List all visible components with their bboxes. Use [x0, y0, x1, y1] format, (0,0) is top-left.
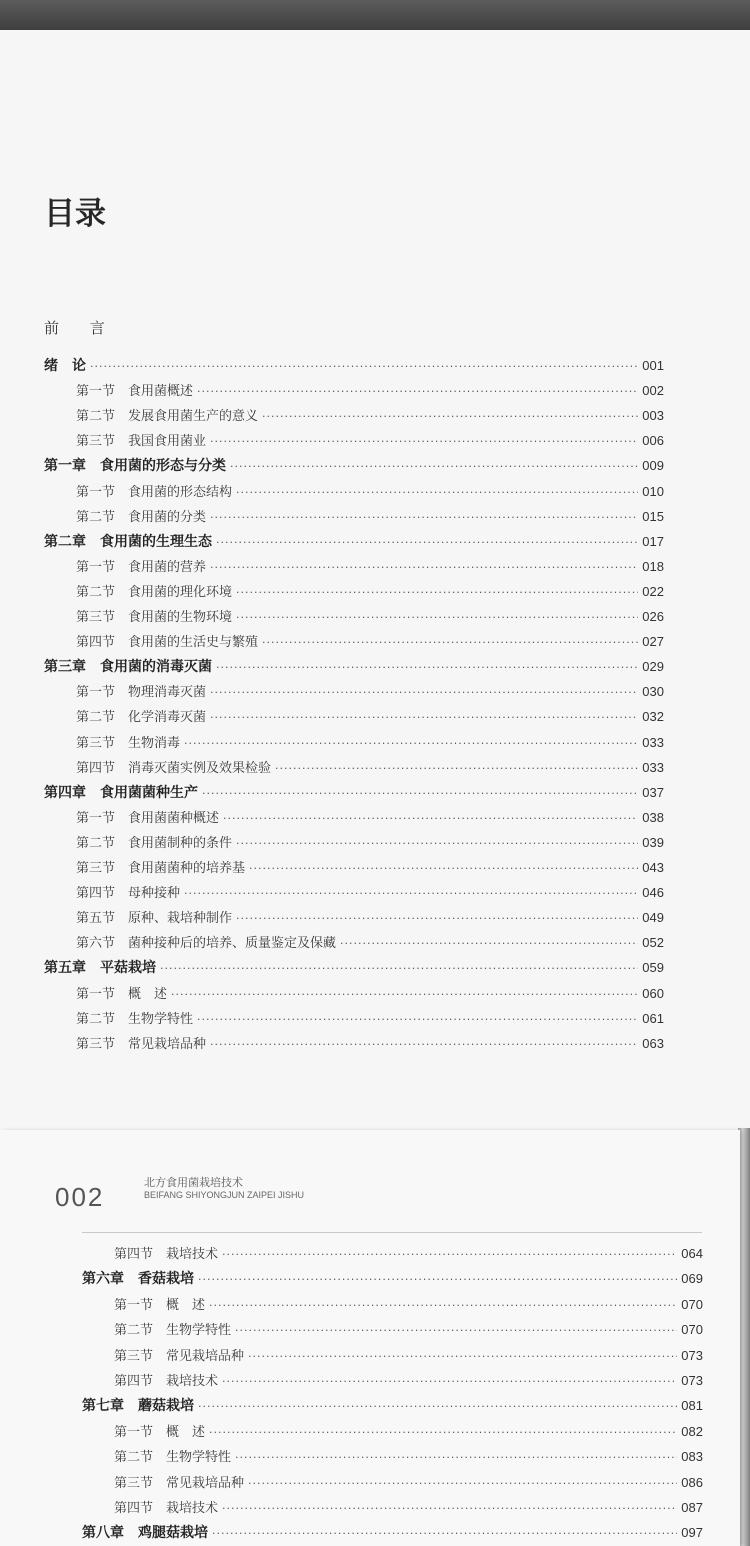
toc-entry-label: 第三节 常见栽培品种: [114, 1475, 245, 1491]
toc-entry-page-number: 082: [681, 1423, 703, 1439]
toc-entry-label: 第三节 食用菌的生物环境: [76, 610, 233, 625]
toc-entry-page-number: 086: [681, 1474, 703, 1490]
toc-entry-label: 第二节 食用菌制种的条件: [76, 835, 233, 851]
toc-section-entry[interactable]: [76, 405, 664, 427]
toc-entry-label: 第三节 食用菌菌种的培养基: [76, 861, 246, 876]
toc-entry-page-number: 064: [681, 1246, 703, 1261]
toc-title: 目录: [44, 196, 106, 232]
toc-entry-label: 第四节 消毒灭菌实例及效果检验: [76, 760, 272, 776]
header-rule: [82, 1232, 702, 1233]
dot-leader: [171, 984, 638, 1006]
toc-section-entry[interactable]: [76, 506, 664, 528]
toc-entry-page-number: 029: [642, 659, 664, 675]
dot-leader: [210, 557, 638, 579]
toc-entry-page-number: 083: [681, 1449, 703, 1465]
toc-section-entry[interactable]: [76, 983, 664, 1005]
toc-chapter-entry[interactable]: [44, 957, 664, 979]
toc-section-entry[interactable]: [76, 857, 664, 879]
toc-chapter-entry[interactable]: [82, 1268, 703, 1290]
dot-leader: [262, 406, 638, 428]
toc-entry-page-number: 081: [681, 1398, 703, 1414]
toc-section-entry[interactable]: [114, 1294, 703, 1316]
toc-entry-label: 绪 论: [44, 358, 86, 374]
toc-entry-label: 第二节 食用菌的分类: [76, 509, 207, 525]
toc-entry-label: 第一章 食用菌的形态与分类: [44, 458, 226, 475]
dot-leader: [249, 858, 638, 880]
toc-entry-label: 第六章 香菇栽培: [82, 1271, 194, 1288]
toc-entry-label: 第一节 食用菌的营养: [76, 559, 207, 575]
toc-entry-page-number: 026: [642, 609, 664, 624]
toc-section-entry[interactable]: [76, 631, 664, 653]
toc-section-entry[interactable]: [76, 606, 664, 628]
toc-section-entry[interactable]: [76, 556, 664, 578]
toc-chapter-entry[interactable]: [44, 531, 664, 553]
dot-leader: [235, 1320, 677, 1342]
toc-entry-label: 第三节 生物消毒: [76, 735, 181, 751]
toc-entry-label: 第二节 生物学特性: [114, 1323, 232, 1339]
toc-section-entry[interactable]: [76, 807, 664, 829]
toc-entry-page-number: 073: [681, 1347, 703, 1363]
preface-entry[interactable]: 前 言: [44, 319, 118, 337]
toc-chapter-entry[interactable]: [44, 455, 664, 477]
toc-entry-page-number: 010: [642, 483, 664, 499]
top-dark-bar: [0, 0, 750, 30]
dot-leader: [216, 532, 638, 554]
toc-section-entry[interactable]: [114, 1345, 703, 1367]
toc-chapter-entry[interactable]: [44, 656, 664, 678]
toc-section-entry[interactable]: [114, 1497, 703, 1519]
toc-entry-page-number: 070: [681, 1322, 703, 1338]
toc-section-entry[interactable]: [76, 430, 664, 452]
dot-leader: [212, 1523, 677, 1545]
page-number: 002: [55, 1182, 105, 1212]
toc-entry-page-number: 049: [642, 910, 664, 926]
toc-entry-page-number: 033: [642, 759, 664, 775]
toc-entry-page-number: 015: [642, 508, 664, 524]
toc-entry-page-number: 087: [681, 1500, 703, 1515]
toc-entry-page-number: 006: [642, 433, 664, 449]
book-title: 北方食用菌栽培技术: [144, 1176, 243, 1189]
toc-section-entry[interactable]: [76, 882, 664, 904]
toc-entry-label: 第三节 我国食用菌业: [76, 434, 207, 450]
toc-entry-label: 第二节 化学消毒灭菌: [76, 710, 207, 726]
toc-entry-label: 第一节 概 述: [114, 1424, 206, 1440]
toc-entry-label: 第一节 食用菌菌种概述: [76, 810, 220, 826]
dot-leader: [222, 1244, 677, 1266]
toc-entry-label: 第一节 概 述: [114, 1297, 206, 1313]
toc-section-entry[interactable]: [76, 380, 664, 402]
dot-leader: [236, 582, 638, 604]
toc-chapter-entry[interactable]: [44, 782, 664, 804]
toc-entry-page-number: 009: [642, 458, 664, 474]
dot-leader: [210, 507, 638, 529]
toc-entry-label: 第二节 生物学特性: [114, 1450, 232, 1466]
toc-entry-page-number: 027: [642, 634, 664, 650]
toc-entry-label: 第二节 生物学特性: [76, 1011, 194, 1027]
toc-entry-label: 第八章 鸡腿菇栽培: [82, 1525, 208, 1542]
toc-entry-page-number: 052: [642, 935, 664, 951]
toc-entry-page-number: 022: [642, 583, 664, 599]
dot-leader: [210, 1034, 638, 1056]
dot-leader: [248, 1346, 677, 1368]
toc-entry-page-number: 073: [681, 1373, 703, 1388]
dot-leader: [210, 707, 638, 729]
toc-entry-label: 第七章 蘑菇栽培: [82, 1398, 194, 1415]
toc-entry-page-number: 030: [642, 684, 664, 700]
dot-leader: [223, 808, 638, 830]
toc-entry-label: 第五节 原种、栽培种制作: [76, 911, 233, 927]
toc-entry-label: 第一节 食用菌概述: [76, 384, 194, 400]
toc-entry-page-number: 043: [642, 860, 664, 875]
dot-leader: [209, 1422, 677, 1444]
toc-chapter-entry[interactable]: [82, 1522, 703, 1544]
dot-leader: [184, 883, 638, 905]
toc-section-entry[interactable]: [76, 1008, 664, 1030]
toc-section-entry[interactable]: [76, 907, 664, 929]
dot-leader: [248, 1473, 677, 1495]
toc-entry-page-number: 060: [642, 985, 664, 1001]
book-title-pinyin: BEIFANG SHIYONGJUN ZAIPEI JISHU: [144, 1190, 305, 1200]
toc-entry-page-number: 001: [642, 358, 664, 373]
dot-leader: [197, 1009, 638, 1031]
toc-entry-page-number: 039: [642, 834, 664, 850]
toc-section-entry[interactable]: [76, 581, 664, 603]
dot-leader: [209, 1295, 677, 1317]
toc-entry-page-number: 059: [642, 960, 664, 976]
toc-section-entry[interactable]: [76, 706, 664, 728]
toc-entry-page-number: 018: [642, 558, 664, 574]
toc-section-entry[interactable]: [76, 481, 664, 503]
dot-leader: [235, 1447, 677, 1469]
toc-section-entry[interactable]: [114, 1421, 703, 1443]
toc-entry-label: 第四节 栽培技术: [114, 1501, 219, 1516]
toc-entry-label: 第三节 常见栽培品种: [114, 1348, 245, 1364]
toc-chapter-entry[interactable]: [44, 355, 664, 377]
toc-entry-label: 第一节 物理消毒灭菌: [76, 685, 207, 701]
toc-section-entry[interactable]: [114, 1446, 703, 1468]
toc-entry-label: 第三章 食用菌的消毒灭菌: [44, 659, 212, 676]
dot-leader: [236, 482, 638, 504]
toc-entry-label: 第二节 食用菌的理化环境: [76, 584, 233, 600]
dot-leader: [160, 958, 638, 980]
toc-entry-label: 第四节 食用菌的生活史与繁殖: [76, 635, 259, 651]
toc-entry-page-number: 061: [642, 1010, 664, 1026]
dot-leader: [202, 783, 638, 805]
toc-entry-label: 第三节 常见栽培品种: [76, 1036, 207, 1052]
toc-section-entry[interactable]: [76, 757, 664, 779]
dot-leader: [197, 381, 638, 403]
toc-section-entry[interactable]: [114, 1243, 703, 1265]
toc-entry-label: 第一节 食用菌的形态结构: [76, 484, 233, 500]
toc-section-entry[interactable]: [76, 681, 664, 703]
dot-leader: [236, 833, 638, 855]
dot-leader: [90, 356, 638, 378]
dot-leader: [262, 632, 638, 654]
toc-entry-page-number: 046: [642, 885, 664, 901]
toc-entry-label: 第四章 食用菌菌种生产: [44, 784, 198, 801]
dot-leader: [184, 733, 638, 755]
toc-entry-page-number: 063: [642, 1035, 664, 1051]
toc-entry-page-number: 097: [681, 1525, 703, 1541]
toc-entry-label: 第六节 菌种接种后的培养、质量鉴定及保藏: [76, 936, 337, 952]
toc-section-entry[interactable]: [76, 832, 664, 854]
toc-entry-label: 第二章 食用菌的生理生态: [44, 533, 212, 550]
toc-entry-page-number: 038: [642, 809, 664, 825]
toc-section-entry[interactable]: [76, 932, 664, 954]
toc-entry-page-number: 002: [642, 383, 664, 399]
toc-entry-page-number: 037: [642, 784, 664, 800]
toc-section-entry[interactable]: [114, 1472, 703, 1494]
toc-entry-label: 第二节 发展食用菌生产的意义: [76, 409, 259, 425]
toc-chapter-entry[interactable]: [82, 1395, 703, 1417]
toc-section-entry[interactable]: [76, 732, 664, 754]
toc-entry-label: 第四节 栽培技术: [114, 1247, 219, 1262]
toc-entry-label: 第四节 母种接种: [76, 886, 181, 902]
dot-leader: [198, 1396, 677, 1418]
dot-leader: [210, 682, 638, 704]
toc-entry-page-number: 032: [642, 709, 664, 725]
toc-section-entry[interactable]: [114, 1370, 703, 1392]
toc-entry-page-number: 017: [642, 533, 664, 549]
toc-section-entry[interactable]: [114, 1319, 703, 1341]
dot-leader: [236, 607, 638, 629]
toc-entry-label: 第一节 概 述: [76, 986, 168, 1002]
dot-leader: [198, 1269, 677, 1291]
dot-leader: [275, 758, 638, 780]
dot-leader: [236, 908, 638, 930]
toc-entry-label: 第五章 平菇栽培: [44, 960, 156, 977]
toc-section-entry[interactable]: [76, 1033, 664, 1055]
dot-leader: [210, 431, 638, 453]
toc-entry-page-number: 003: [642, 408, 664, 424]
toc-entry-label: 第四节 栽培技术: [114, 1374, 219, 1389]
dot-leader: [222, 1371, 677, 1393]
dot-leader: [222, 1498, 677, 1520]
toc-entry-page-number: 033: [642, 734, 664, 750]
toc-entry-page-number: 070: [681, 1296, 703, 1312]
dot-leader: [230, 456, 638, 478]
toc-entry-page-number: 069: [681, 1271, 703, 1287]
dot-leader: [216, 657, 638, 679]
dot-leader: [340, 933, 638, 955]
